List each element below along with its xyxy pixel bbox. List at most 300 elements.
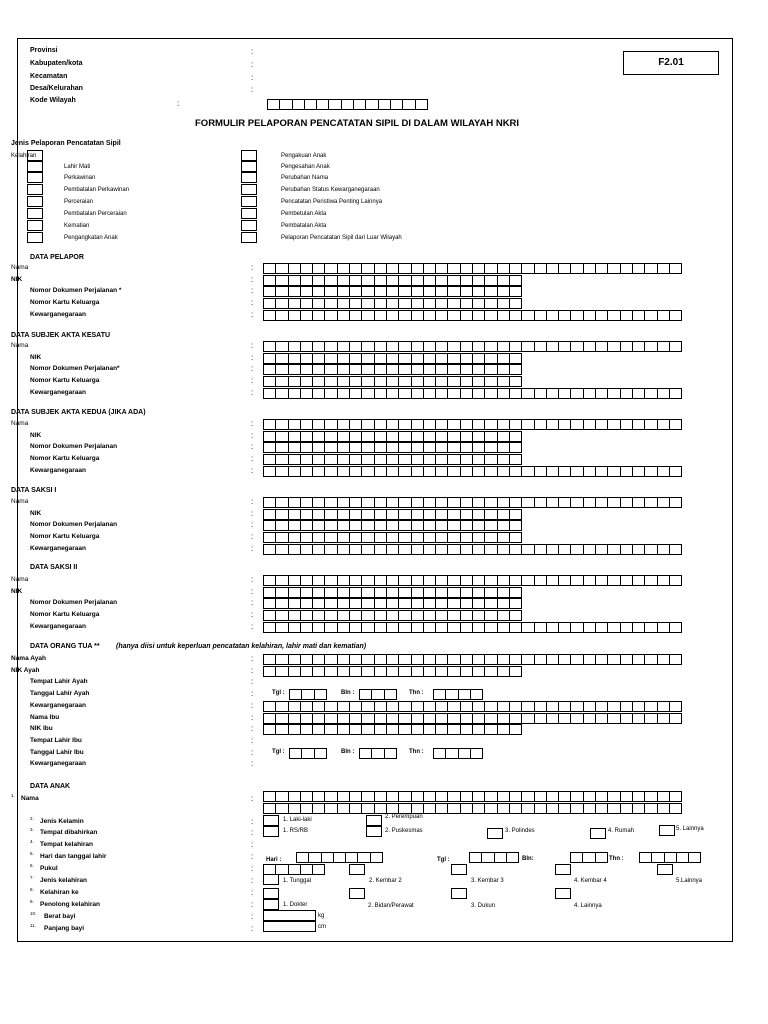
grid-cell[interactable]	[509, 431, 522, 442]
grid-cell[interactable]	[324, 701, 337, 712]
subjek1-field-grid[interactable]	[263, 364, 521, 375]
grid-cell[interactable]	[657, 544, 670, 555]
grid-cell[interactable]	[497, 622, 510, 633]
grid-cell[interactable]	[275, 575, 288, 586]
grid-cell[interactable]	[570, 791, 583, 802]
grid-cell[interactable]	[386, 376, 399, 387]
grid-cell[interactable]	[509, 587, 522, 598]
grid-cell[interactable]	[312, 286, 325, 297]
grid-cell[interactable]	[386, 544, 399, 555]
grid-cell[interactable]	[411, 263, 424, 274]
grid-cell[interactable]	[497, 654, 510, 665]
grid-cell[interactable]	[374, 364, 387, 375]
grid-cell[interactable]	[521, 701, 534, 712]
grid-cell[interactable]	[324, 803, 337, 814]
subjek2-field-grid[interactable]	[263, 454, 521, 465]
grid-cell[interactable]	[263, 622, 276, 633]
jenis-checkbox-right[interactable]	[241, 232, 257, 243]
grid-cell[interactable]	[324, 376, 337, 387]
grid-cell[interactable]	[472, 803, 485, 814]
grid-cell[interactable]	[509, 791, 522, 802]
grid-cell[interactable]	[345, 852, 358, 863]
grid-cell[interactable]	[657, 310, 670, 321]
grid-cell[interactable]	[657, 466, 670, 477]
grid-cell[interactable]	[349, 419, 362, 430]
grid-cell[interactable]	[374, 622, 387, 633]
grid-cell[interactable]	[497, 666, 510, 677]
kode-wilayah-grid[interactable]	[267, 99, 427, 110]
grid-cell[interactable]	[669, 713, 682, 724]
grid-cell[interactable]	[509, 520, 522, 531]
grid-cell[interactable]	[300, 864, 313, 875]
grid-cell[interactable]	[374, 610, 387, 621]
grid-cell[interactable]	[263, 388, 276, 399]
grid-cell[interactable]	[386, 341, 399, 352]
grid-cell[interactable]	[324, 263, 337, 274]
grid-cell[interactable]	[644, 654, 657, 665]
kelamin-perempuan-checkbox[interactable]	[366, 815, 382, 826]
grid-cell[interactable]	[288, 286, 301, 297]
grid-cell[interactable]	[275, 803, 288, 814]
grid-cell[interactable]	[361, 341, 374, 352]
grid-cell[interactable]	[435, 622, 448, 633]
tempat-rs-checkbox[interactable]	[263, 826, 279, 837]
grid-cell[interactable]	[460, 713, 473, 724]
grid-cell[interactable]	[349, 298, 362, 309]
grid-cell[interactable]	[411, 497, 424, 508]
grid-cell[interactable]	[374, 654, 387, 665]
grid-cell[interactable]	[497, 353, 510, 364]
grid-cell[interactable]	[595, 497, 608, 508]
grid-cell[interactable]	[435, 575, 448, 586]
grid-cell[interactable]	[484, 454, 497, 465]
grid-cell[interactable]	[497, 263, 510, 274]
grid-cell[interactable]	[275, 286, 288, 297]
saksi2-field-grid[interactable]	[263, 587, 521, 598]
grid-cell[interactable]	[447, 791, 460, 802]
grid-cell[interactable]	[583, 622, 596, 633]
grid-cell[interactable]	[657, 654, 670, 665]
grid-cell[interactable]	[595, 419, 608, 430]
grid-cell[interactable]	[312, 544, 325, 555]
grid-cell[interactable]	[546, 497, 559, 508]
grid-cell[interactable]	[423, 509, 436, 520]
grid-cell[interactable]	[423, 803, 436, 814]
grid-cell[interactable]	[484, 275, 497, 286]
grid-cell[interactable]	[497, 341, 510, 352]
grid-cell[interactable]	[497, 610, 510, 621]
grid-cell[interactable]	[497, 442, 510, 453]
saksi2-field-grid[interactable]	[263, 575, 681, 586]
grid-cell[interactable]	[263, 431, 276, 442]
grid-cell[interactable]	[570, 701, 583, 712]
grid-cell[interactable]	[494, 852, 507, 863]
grid-cell[interactable]	[484, 666, 497, 677]
grid-cell[interactable]	[374, 509, 387, 520]
grid-cell[interactable]	[386, 497, 399, 508]
grid-cell[interactable]	[435, 701, 448, 712]
grid-cell[interactable]	[484, 298, 497, 309]
grid-cell[interactable]	[484, 376, 497, 387]
grid-cell[interactable]	[534, 701, 547, 712]
grid-cell[interactable]	[314, 689, 327, 700]
grid-cell[interactable]	[398, 263, 411, 274]
grid-cell[interactable]	[558, 713, 571, 724]
grid-cell[interactable]	[497, 791, 510, 802]
grid-cell[interactable]	[361, 509, 374, 520]
grid-cell[interactable]	[415, 99, 428, 110]
grid-cell[interactable]	[337, 388, 350, 399]
grid-cell[interactable]	[484, 701, 497, 712]
grid-cell[interactable]	[337, 376, 350, 387]
grid-cell[interactable]	[288, 520, 301, 531]
grid-cell[interactable]	[509, 364, 522, 375]
grid-cell[interactable]	[570, 803, 583, 814]
grid-cell[interactable]	[312, 263, 325, 274]
grid-cell[interactable]	[300, 509, 313, 520]
grid-cell[interactable]	[349, 442, 362, 453]
grid-cell[interactable]	[370, 852, 383, 863]
grid-cell[interactable]	[484, 388, 497, 399]
grid-cell[interactable]	[583, 575, 596, 586]
grid-cell[interactable]	[423, 520, 436, 531]
grid-cell[interactable]	[447, 419, 460, 430]
grid-cell[interactable]	[644, 803, 657, 814]
grid-cell[interactable]	[632, 544, 645, 555]
grid-cell[interactable]	[312, 610, 325, 621]
grid-cell[interactable]	[349, 263, 362, 274]
grid-cell[interactable]	[558, 791, 571, 802]
grid-cell[interactable]	[447, 376, 460, 387]
grid-cell[interactable]	[263, 509, 276, 520]
grid-cell[interactable]	[484, 286, 497, 297]
grid-cell[interactable]	[445, 748, 458, 759]
grid-cell[interactable]	[275, 353, 288, 364]
grid-cell[interactable]	[386, 532, 399, 543]
grid-cell[interactable]	[390, 99, 403, 110]
grid-cell[interactable]	[386, 575, 399, 586]
grid-cell[interactable]	[374, 575, 387, 586]
grid-cell[interactable]	[460, 701, 473, 712]
grid-cell[interactable]	[300, 341, 313, 352]
grid-cell[interactable]	[275, 544, 288, 555]
grid-cell[interactable]	[337, 598, 350, 609]
grid-cell[interactable]	[337, 497, 350, 508]
grid-cell[interactable]	[423, 622, 436, 633]
grid-cell[interactable]	[657, 388, 670, 399]
grid-cell[interactable]	[386, 286, 399, 297]
grid-cell[interactable]	[386, 598, 399, 609]
grid-cell[interactable]	[447, 610, 460, 621]
grid-cell[interactable]	[509, 419, 522, 430]
grid-cell[interactable]	[300, 497, 313, 508]
grid-cell[interactable]	[300, 803, 313, 814]
grid-cell[interactable]	[374, 791, 387, 802]
grid-cell[interactable]	[669, 466, 682, 477]
grid-cell[interactable]	[472, 298, 485, 309]
grid-cell[interactable]	[423, 713, 436, 724]
grid-cell[interactable]	[402, 99, 415, 110]
grid-cell[interactable]	[398, 341, 411, 352]
grid-cell[interactable]	[534, 263, 547, 274]
anak-bln-grid[interactable]	[570, 852, 607, 863]
grid-cell[interactable]	[570, 310, 583, 321]
anak-nama-grid-2[interactable]	[263, 803, 681, 814]
grid-cell[interactable]	[447, 598, 460, 609]
grid-cell[interactable]	[595, 701, 608, 712]
grid-cell[interactable]	[411, 275, 424, 286]
grid-cell[interactable]	[509, 544, 522, 555]
jenis-checkbox-right[interactable]	[241, 172, 257, 183]
grid-cell[interactable]	[509, 286, 522, 297]
grid-cell[interactable]	[361, 388, 374, 399]
grid-cell[interactable]	[275, 263, 288, 274]
grid-cell[interactable]	[472, 431, 485, 442]
grid-cell[interactable]	[361, 286, 374, 297]
grid-cell[interactable]	[411, 575, 424, 586]
grid-cell[interactable]	[263, 353, 276, 364]
grid-cell[interactable]	[509, 654, 522, 665]
grid-cell[interactable]	[607, 654, 620, 665]
grid-cell[interactable]	[300, 376, 313, 387]
grid-cell[interactable]	[386, 431, 399, 442]
grid-cell[interactable]	[484, 598, 497, 609]
grid-cell[interactable]	[632, 791, 645, 802]
grid-cell[interactable]	[374, 442, 387, 453]
grid-cell[interactable]	[632, 263, 645, 274]
grid-cell[interactable]	[361, 298, 374, 309]
grid-cell[interactable]	[497, 509, 510, 520]
grid-cell[interactable]	[275, 275, 288, 286]
grid-cell[interactable]	[460, 275, 473, 286]
grid-cell[interactable]	[435, 598, 448, 609]
grid-cell[interactable]	[534, 310, 547, 321]
grid-cell[interactable]	[644, 341, 657, 352]
grid-cell[interactable]	[324, 598, 337, 609]
grid-cell[interactable]	[312, 298, 325, 309]
grid-cell[interactable]	[435, 376, 448, 387]
grid-cell[interactable]	[263, 575, 276, 586]
grid-cell[interactable]	[312, 622, 325, 633]
grid-cell[interactable]	[447, 298, 460, 309]
grid-cell[interactable]	[534, 419, 547, 430]
grid-cell[interactable]	[546, 419, 559, 430]
grid-cell[interactable]	[570, 852, 583, 863]
grid-cell[interactable]	[657, 419, 670, 430]
grid-cell[interactable]	[472, 598, 485, 609]
grid-cell[interactable]	[398, 497, 411, 508]
grid-cell[interactable]	[484, 341, 497, 352]
grid-cell[interactable]	[288, 610, 301, 621]
grid-cell[interactable]	[607, 622, 620, 633]
grid-cell[interactable]	[324, 275, 337, 286]
subjek1-field-grid[interactable]	[263, 388, 681, 399]
grid-cell[interactable]	[620, 654, 633, 665]
grid-cell[interactable]	[632, 388, 645, 399]
grid-cell[interactable]	[374, 666, 387, 677]
grid-cell[interactable]	[570, 466, 583, 477]
grid-cell[interactable]	[447, 622, 460, 633]
grid-cell[interactable]	[275, 520, 288, 531]
grid-cell[interactable]	[484, 431, 497, 442]
grid-cell[interactable]	[644, 622, 657, 633]
grid-cell[interactable]	[288, 791, 301, 802]
grid-cell[interactable]	[423, 587, 436, 598]
grid-cell[interactable]	[521, 388, 534, 399]
grid-cell[interactable]	[435, 454, 448, 465]
grid-cell[interactable]	[361, 431, 374, 442]
grid-cell[interactable]	[374, 419, 387, 430]
grid-cell[interactable]	[472, 419, 485, 430]
grid-cell[interactable]	[275, 442, 288, 453]
grid-cell[interactable]	[263, 791, 276, 802]
grid-cell[interactable]	[558, 575, 571, 586]
grid-cell[interactable]	[558, 263, 571, 274]
jenis-checkbox-right[interactable]	[241, 161, 257, 172]
grid-cell[interactable]	[657, 701, 670, 712]
grid-cell[interactable]	[472, 575, 485, 586]
grid-cell[interactable]	[583, 341, 596, 352]
grid-cell[interactable]	[447, 544, 460, 555]
grid-cell[interactable]	[263, 610, 276, 621]
grid-cell[interactable]	[398, 520, 411, 531]
grid-cell[interactable]	[497, 803, 510, 814]
saksi1-field-grid[interactable]	[263, 497, 681, 508]
grid-cell[interactable]	[484, 575, 497, 586]
grid-cell[interactable]	[275, 610, 288, 621]
grid-cell[interactable]	[288, 575, 301, 586]
grid-cell[interactable]	[312, 310, 325, 321]
grid-cell[interactable]	[324, 454, 337, 465]
grid-cell[interactable]	[300, 419, 313, 430]
grid-cell[interactable]	[275, 454, 288, 465]
grid-cell[interactable]	[632, 713, 645, 724]
grid-cell[interactable]	[620, 544, 633, 555]
grid-cell[interactable]	[521, 419, 534, 430]
grid-cell[interactable]	[644, 388, 657, 399]
grid-cell[interactable]	[435, 666, 448, 677]
hari-grid[interactable]	[296, 852, 382, 863]
grid-cell[interactable]	[312, 587, 325, 598]
grid-cell[interactable]	[484, 610, 497, 621]
grid-cell[interactable]	[361, 701, 374, 712]
grid-cell[interactable]	[288, 864, 301, 875]
grid-cell[interactable]	[521, 803, 534, 814]
grid-cell[interactable]	[447, 587, 460, 598]
grid-cell[interactable]	[349, 454, 362, 465]
grid-cell[interactable]	[324, 353, 337, 364]
grid-cell[interactable]	[632, 497, 645, 508]
grid-cell[interactable]	[484, 442, 497, 453]
grid-cell[interactable]	[275, 666, 288, 677]
grid-cell[interactable]	[300, 520, 313, 531]
grid-cell[interactable]	[669, 791, 682, 802]
grid-cell[interactable]	[398, 575, 411, 586]
grid-cell[interactable]	[460, 724, 473, 735]
grid-cell[interactable]	[472, 666, 485, 677]
grid-cell[interactable]	[275, 791, 288, 802]
grid-cell[interactable]	[361, 532, 374, 543]
grid-cell[interactable]	[669, 701, 682, 712]
grid-cell[interactable]	[361, 803, 374, 814]
grid-cell[interactable]	[607, 791, 620, 802]
grid-cell[interactable]	[374, 341, 387, 352]
grid-cell[interactable]	[435, 791, 448, 802]
grid-cell[interactable]	[509, 310, 522, 321]
grid-cell[interactable]	[460, 466, 473, 477]
grid-cell[interactable]	[263, 666, 276, 677]
grid-cell[interactable]	[509, 341, 522, 352]
grid-cell[interactable]	[509, 509, 522, 520]
grid-cell[interactable]	[484, 419, 497, 430]
grid-cell[interactable]	[411, 520, 424, 531]
grid-cell[interactable]	[607, 419, 620, 430]
grid-cell[interactable]	[570, 575, 583, 586]
grid-cell[interactable]	[288, 454, 301, 465]
grid-cell[interactable]	[374, 724, 387, 735]
grid-cell[interactable]	[620, 310, 633, 321]
grid-cell[interactable]	[620, 466, 633, 477]
grid-cell[interactable]	[312, 341, 325, 352]
grid-cell[interactable]	[423, 466, 436, 477]
grid-cell[interactable]	[398, 610, 411, 621]
saksi2-field-grid[interactable]	[263, 610, 521, 621]
grid-cell[interactable]	[458, 748, 471, 759]
jenis-kembar4-checkbox[interactable]	[555, 864, 571, 875]
grid-cell[interactable]	[460, 310, 473, 321]
grid-cell[interactable]	[447, 509, 460, 520]
grid-cell[interactable]	[288, 388, 301, 399]
grid-cell[interactable]	[411, 724, 424, 735]
grid-cell[interactable]	[558, 654, 571, 665]
grid-cell[interactable]	[349, 666, 362, 677]
grid-cell[interactable]	[386, 310, 399, 321]
grid-cell[interactable]	[460, 263, 473, 274]
grid-cell[interactable]	[300, 622, 313, 633]
grid-cell[interactable]	[361, 622, 374, 633]
grid-cell[interactable]	[300, 431, 313, 442]
grid-cell[interactable]	[534, 803, 547, 814]
grid-cell[interactable]	[361, 713, 374, 724]
grid-cell[interactable]	[275, 388, 288, 399]
grid-cell[interactable]	[263, 310, 276, 321]
grid-cell[interactable]	[497, 310, 510, 321]
grid-cell[interactable]	[337, 466, 350, 477]
grid-cell[interactable]	[300, 666, 313, 677]
grid-cell[interactable]	[497, 286, 510, 297]
grid-cell[interactable]	[411, 509, 424, 520]
grid-cell[interactable]	[386, 666, 399, 677]
grid-cell[interactable]	[337, 263, 350, 274]
grid-cell[interactable]	[361, 466, 374, 477]
grid-cell[interactable]	[296, 852, 309, 863]
grid-cell[interactable]	[484, 509, 497, 520]
grid-cell[interactable]	[378, 99, 391, 110]
grid-cell[interactable]	[349, 388, 362, 399]
grid-cell[interactable]	[484, 587, 497, 598]
pelapor-field-grid[interactable]	[263, 275, 521, 286]
grid-cell[interactable]	[337, 454, 350, 465]
grid-cell[interactable]	[384, 748, 397, 759]
grid-cell[interactable]	[321, 852, 334, 863]
grid-cell[interactable]	[341, 99, 354, 110]
grid-cell[interactable]	[324, 298, 337, 309]
grid-cell[interactable]	[289, 689, 302, 700]
grid-cell[interactable]	[447, 666, 460, 677]
grid-cell[interactable]	[423, 286, 436, 297]
grid-cell[interactable]	[460, 509, 473, 520]
grid-cell[interactable]	[371, 689, 384, 700]
